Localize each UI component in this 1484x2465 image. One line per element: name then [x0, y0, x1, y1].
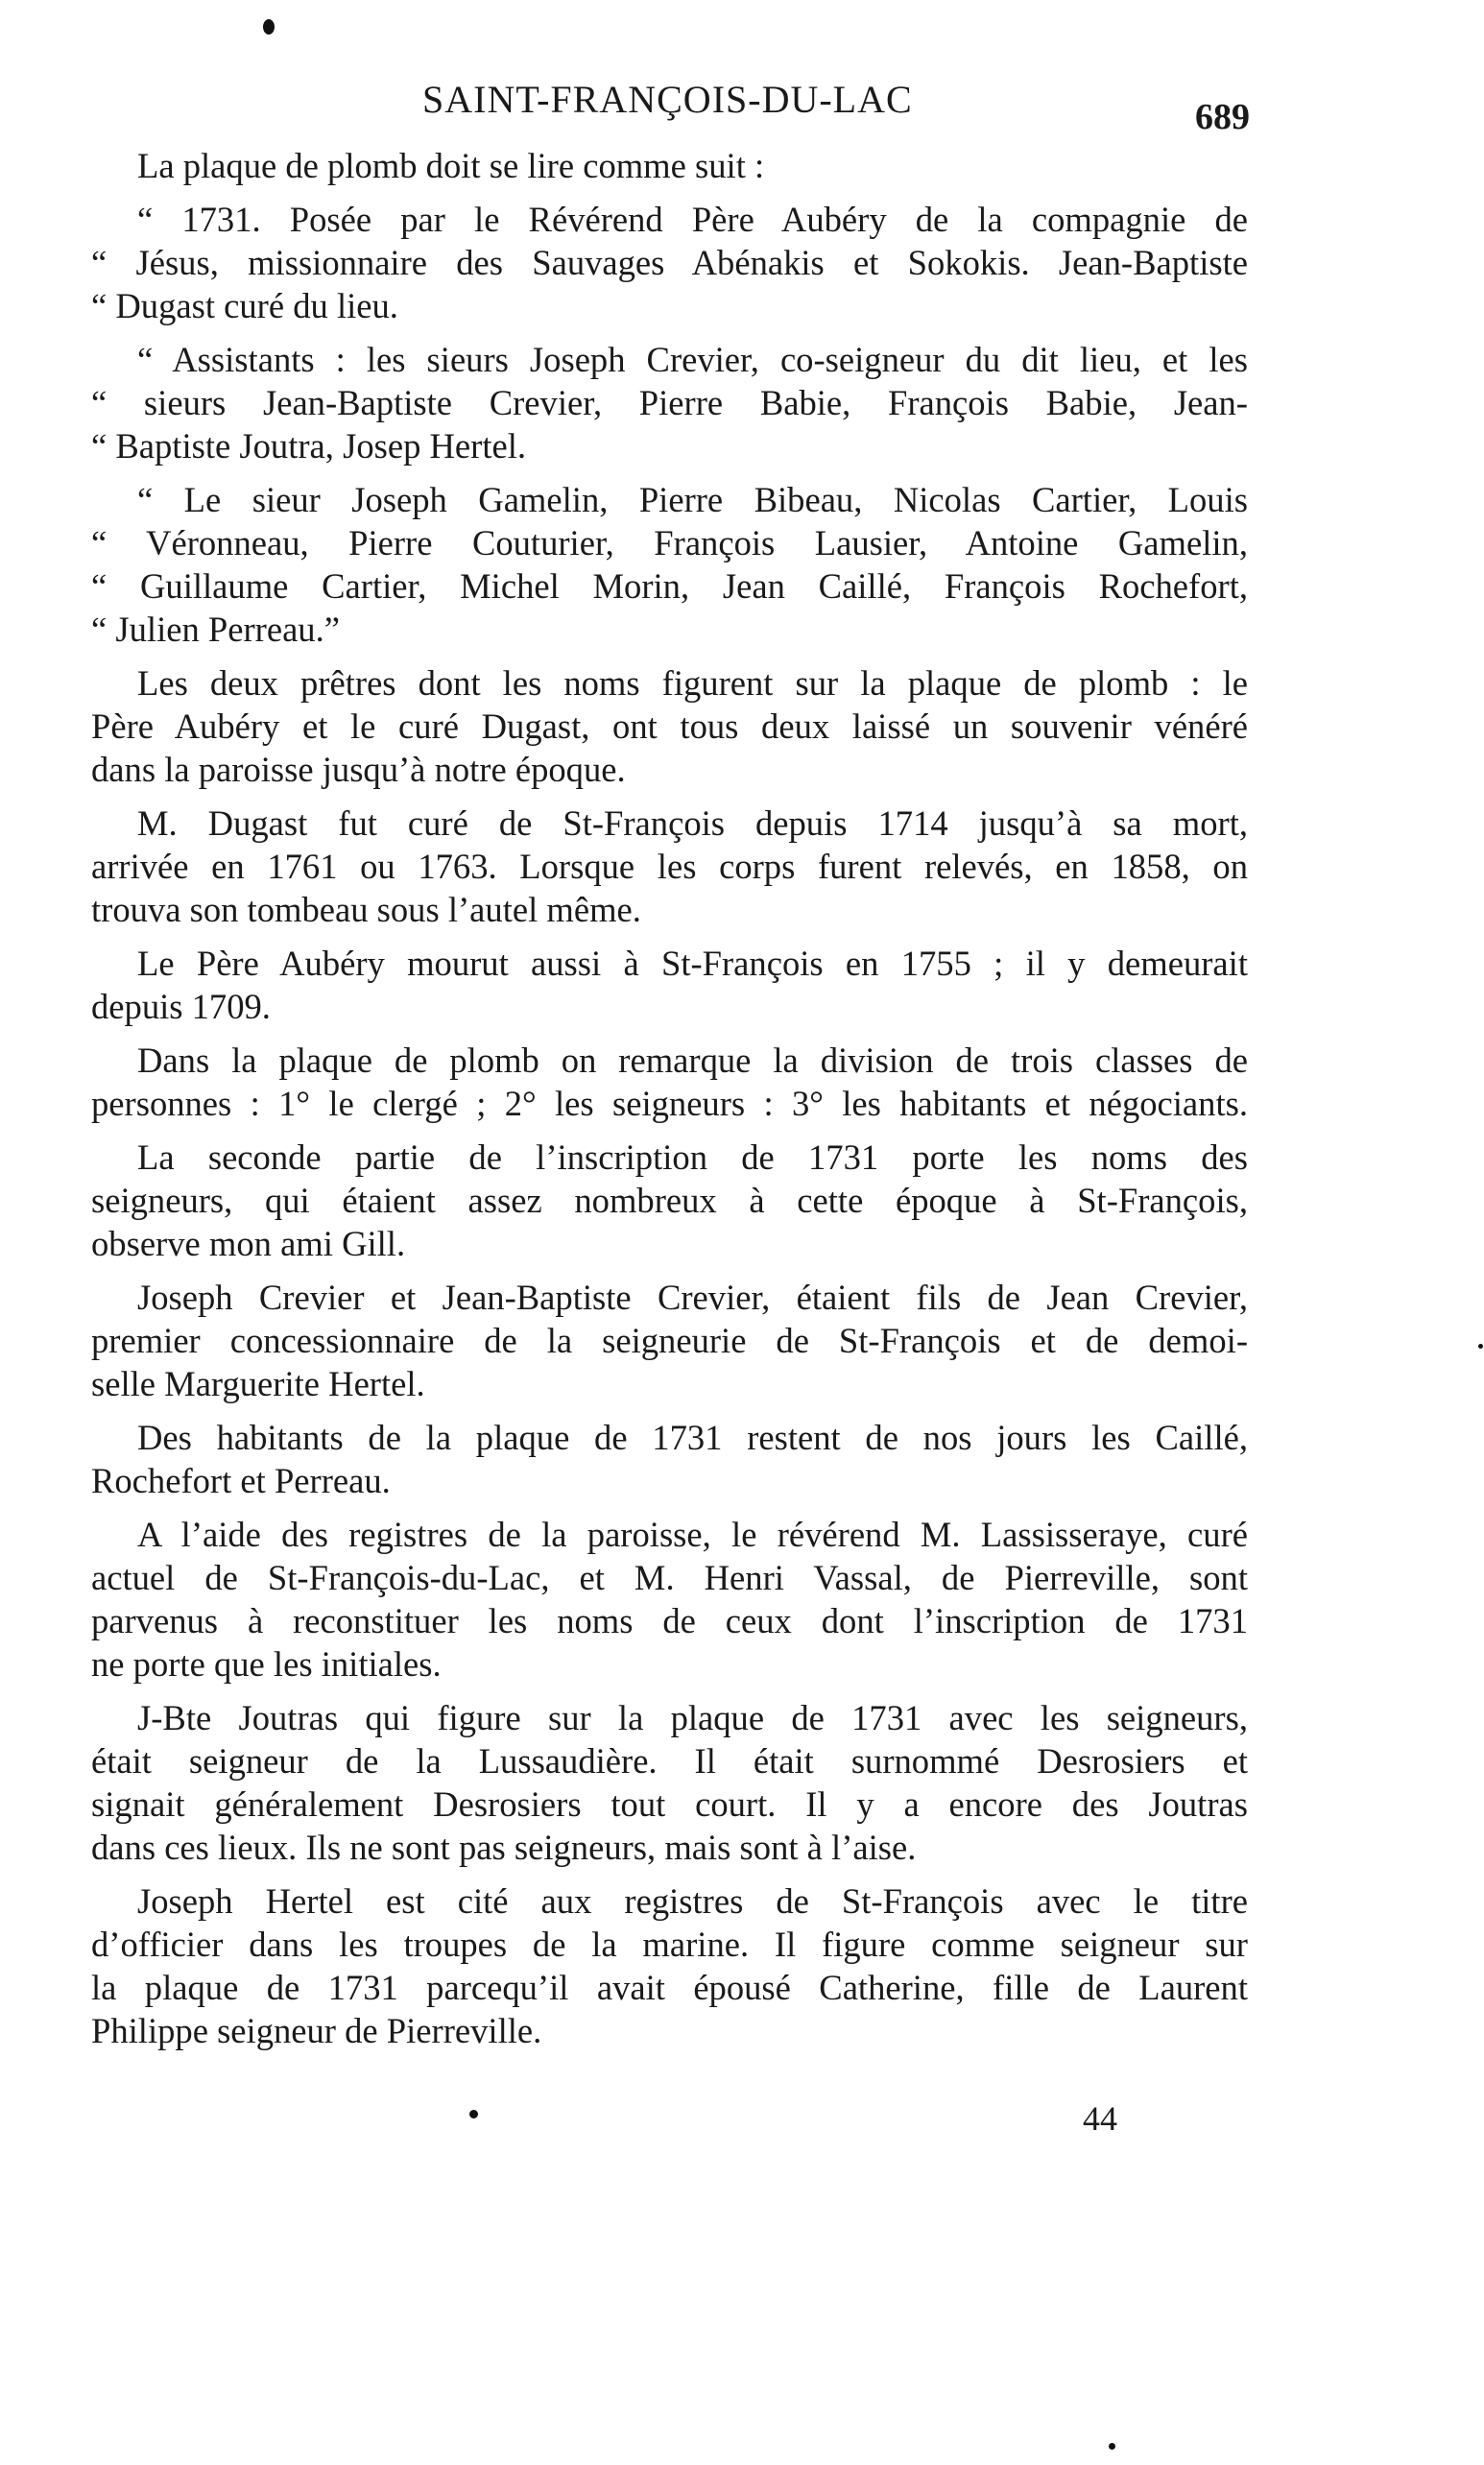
paragraph [91, 1039, 1248, 1125]
text-line: “ Guillaume Cartier, Michel Morin, Jean Caillé, François Rochefort, [91, 566, 1248, 606]
text-line: Joseph Hertel est cité aux registres de St-François avec le titre [137, 1881, 1248, 1921]
text-line: arrivée en 1761 ou 1763. Lorsque les corps furent relevés, en 1858, on [91, 847, 1248, 886]
text-line: “ 1731. Posée par le Révérend Père Aubéry de la compagnie de [137, 200, 1248, 239]
body-text [91, 144, 1248, 2063]
text-line: Le Père Aubéry mourut aussi à St-François en 1755 ; il y demeurait [137, 944, 1248, 983]
signature-number: 44 [1083, 2099, 1117, 2138]
text-line: “ Véronneau, Pierre Couturier, François Lausier, Antoine Gamelin, [91, 523, 1248, 562]
text-line: “ Jésus, missionnaire des Sauvages Abénakis et Sokokis. Jean-Baptiste [91, 243, 1248, 282]
text-line: depuis 1709. [91, 987, 271, 1026]
text-line: “ Dugast curé du lieu. [91, 286, 398, 325]
text-line: seigneurs, qui étaient assez nombreux à cette époque à St-François, [91, 1181, 1248, 1220]
text-line: dans ces lieux. Ils ne sont pas seigneurs, mais sont à l’aise. [91, 1828, 917, 1867]
text-line: premier concessionnaire de la seigneurie de St-François et de demoi- [91, 1321, 1248, 1360]
paragraph [91, 144, 1248, 187]
running-title: SAINT-FRANÇOIS-DU-LAC [422, 78, 913, 121]
text-line: Dans la plaque de plomb on remarque la division de trois classes de [137, 1041, 1248, 1080]
text-line: Des habitants de la plaque de 1731 restent de nos jours les Caillé, [137, 1418, 1248, 1457]
text-line: “ Julien Perreau.” [91, 610, 340, 649]
text-line: observe mon ami Gill. [91, 1224, 406, 1263]
text-line: La plaque de plomb doit se lire comme suit : [137, 146, 765, 185]
text-line: “ Le sieur Joseph Gamelin, Pierre Bibeau, Nicolas Cartier, Louis [137, 480, 1248, 519]
text-line: la plaque de 1731 parcequ’il avait épousé Catherine, fille de Laurent [91, 1968, 1248, 2007]
text-line: Les deux prêtres dont les noms figurent sur la plaque de plomb : le [137, 663, 1248, 703]
text-line: était seigneur de la Lussaudière. Il était surnommé Desrosiers et [91, 1741, 1248, 1781]
text-line: La seconde partie de l’inscription de 1731 porte les noms des [137, 1137, 1248, 1177]
text-line: “ Baptiste Joutra, Josep Hertel. [91, 426, 527, 466]
text-line: Père Aubéry et le curé Dugast, ont tous deux laissé un souvenir vénéré [91, 706, 1248, 746]
paragraph [91, 802, 1248, 931]
text-line: M. Dugast fut curé de St-François depuis 1714 jusqu’à sa mort, [137, 803, 1248, 843]
page-number: 689 [1195, 97, 1250, 137]
paragraph [91, 338, 1248, 467]
paragraph [91, 1696, 1248, 1869]
text-line: Joseph Crevier et Jean-Baptiste Crevier, étaient fils de Jean Crevier, [137, 1278, 1248, 1317]
text-line: Rochefort et Perreau. [91, 1461, 391, 1500]
ink-spot [263, 19, 275, 35]
ink-spot [1109, 2443, 1115, 2450]
text-line: dans la paroisse jusqu’à notre époque. [91, 750, 626, 789]
text-line: personnes : 1° le clergé ; 2° les seigneurs : 3° les habitants et négociants. [91, 1084, 1248, 1123]
text-line: “ Assistants : les sieurs Joseph Crevier, co-seigneur du dit lieu, et les [137, 340, 1248, 379]
paragraph [91, 1416, 1248, 1502]
text-line: selle Marguerite Hertel. [91, 1364, 425, 1403]
printer-mark [469, 2110, 478, 2118]
paragraph [91, 198, 1248, 327]
paragraph [91, 1276, 1248, 1405]
paragraph [91, 661, 1248, 791]
paragraph [91, 478, 1248, 651]
paragraph [91, 942, 1248, 1028]
text-line: Philippe seigneur de Pierreville. [91, 2011, 542, 2050]
text-line: parvenus à reconstituer les noms de ceux dont l’inscription de 1731 [91, 1601, 1248, 1640]
text-line: d’officier dans les troupes de la marine. Il figure comme seigneur sur [91, 1925, 1248, 1964]
text-line: “ sieurs Jean-Baptiste Crevier, Pierre Babie, François Babie, Jean- [91, 383, 1248, 422]
ink-spot [1478, 1344, 1483, 1349]
paragraph [91, 1136, 1248, 1265]
paragraph [91, 1513, 1248, 1686]
text-line: A l’aide des registres de la paroisse, le révérend M. Lassisseraye, curé [137, 1515, 1248, 1554]
text-line: signait généralement Desrosiers tout court. Il y a encore des Joutras [91, 1784, 1248, 1824]
text-line: ne porte que les initiales. [91, 1644, 442, 1684]
text-line: actuel de St-François-du-Lac, et M. Henri Vassal, de Pierreville, sont [91, 1558, 1248, 1597]
text-line: J-Bte Joutras qui figure sur la plaque de 1731 avec les seigneurs, [137, 1698, 1248, 1737]
text-line: trouva son tombeau sous l’autel même. [91, 890, 641, 929]
paragraph [91, 1879, 1248, 2052]
